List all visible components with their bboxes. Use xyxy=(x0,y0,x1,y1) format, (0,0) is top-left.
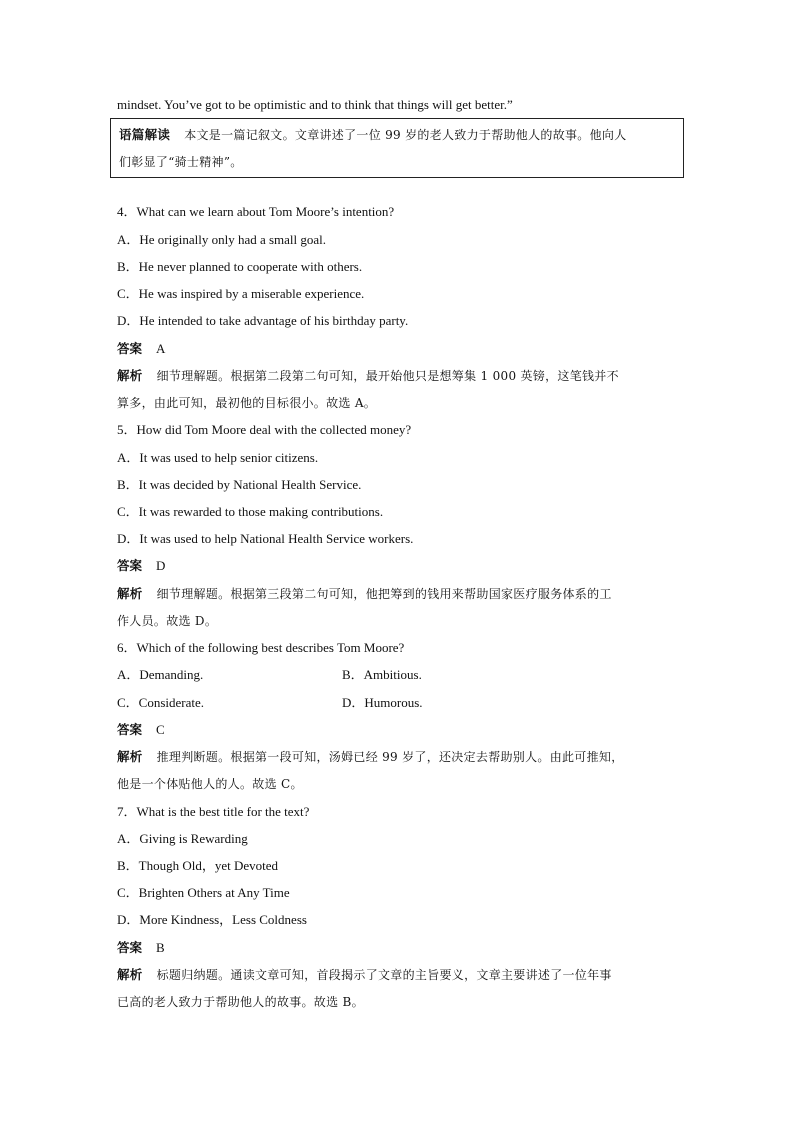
question-5-analysis-line-2: 作人员。故选 D。 xyxy=(117,614,218,628)
summary-line-1: 语篇解读 本文是一篇记叙文。文章讲述了一位 99 岁的老人致力于帮助他人的故事。他向人 xyxy=(119,127,627,142)
question-6-option-d: D．Humorous. xyxy=(342,695,423,710)
question-7-answer: 答案 B xyxy=(117,940,165,955)
question-5-option-a: A．It was used to help senior citizens. xyxy=(117,450,319,465)
question-5-answer: 答案 D xyxy=(117,558,166,573)
question-5-option-b: B．It was decided by National Health Service. xyxy=(117,477,362,492)
question-6-stem: 6．Which of the following best describes Tom Moore? xyxy=(117,640,405,655)
question-5-analysis-line-1: 解析 细节理解题。根据第三段第二句可知，他把筹到的钱用来帮助国家医疗服务体系的工 xyxy=(117,586,612,601)
question-7-option-c: C．Brighten Others at Any Time xyxy=(117,885,290,900)
question-5-stem: 5．How did Tom Moore deal with the collected money? xyxy=(117,422,412,437)
question-4-option-b: B．He never planned to cooperate with others. xyxy=(117,259,363,274)
question-4-option-c: C．He was inspired by a miserable experience. xyxy=(117,286,365,301)
passage-summary-box xyxy=(110,118,684,178)
question-7-option-a: A．Giving is Rewarding xyxy=(117,831,248,846)
question-7-analysis-line-1: 解析 标题归纳题。通读文章可知，首段揭示了文章的主旨要义，文章主要讲述了一位年事 xyxy=(117,967,612,982)
question-6-analysis-line-2: 他是一个体贴他人的人。故选 C。 xyxy=(117,777,303,791)
question-4-stem: 4．What can we learn about Tom Moore’s intention? xyxy=(117,204,395,219)
question-7-option-d: D．More Kindness，Less Coldness xyxy=(117,912,307,927)
question-4-analysis-line-1: 解析 细节理解题。根据第二段第二句可知，最开始他只是想筹集 1 000 英镑，这笔钱并不 xyxy=(117,368,619,383)
question-4-answer: 答案 A xyxy=(117,341,166,356)
question-6-option-a: A．Demanding. xyxy=(117,667,204,682)
question-6-answer: 答案 C xyxy=(117,722,165,737)
question-6-option-c: C．Considerate. xyxy=(117,695,205,710)
question-6-option-b: B．Ambitious. xyxy=(342,667,422,682)
intro-line: mindset. You’ve got to be optimistic and to think that things will get better.” xyxy=(117,97,513,112)
question-5-option-d: D．It was used to help National Health Service workers. xyxy=(117,531,414,546)
question-4-option-a: A．He originally only had a small goal. xyxy=(117,232,327,247)
question-6-analysis-line-1: 解析 推理判断题。根据第一段可知，汤姆已经 99 岁了，还决定去帮助别人。由此可推知， xyxy=(117,749,624,764)
question-7-analysis-line-2: 已高的老人致力于帮助他人的故事。故选 B。 xyxy=(117,995,364,1009)
question-4-analysis-line-2: 算多，由此可知，最初他的目标很小。故选 A。 xyxy=(117,396,377,410)
question-7-option-b: B．Though Old，yet Devoted xyxy=(117,858,279,873)
question-7-stem: 7．What is the best title for the text? xyxy=(117,804,310,819)
summary-line-2: 们彰显了“骑士精神”。 xyxy=(119,155,243,169)
question-5-option-c: C．It was rewarded to those making contributions. xyxy=(117,504,384,519)
summary-label: 语篇解读 xyxy=(119,127,171,142)
question-4-option-d: D．He intended to take advantage of his birthday party. xyxy=(117,313,409,328)
